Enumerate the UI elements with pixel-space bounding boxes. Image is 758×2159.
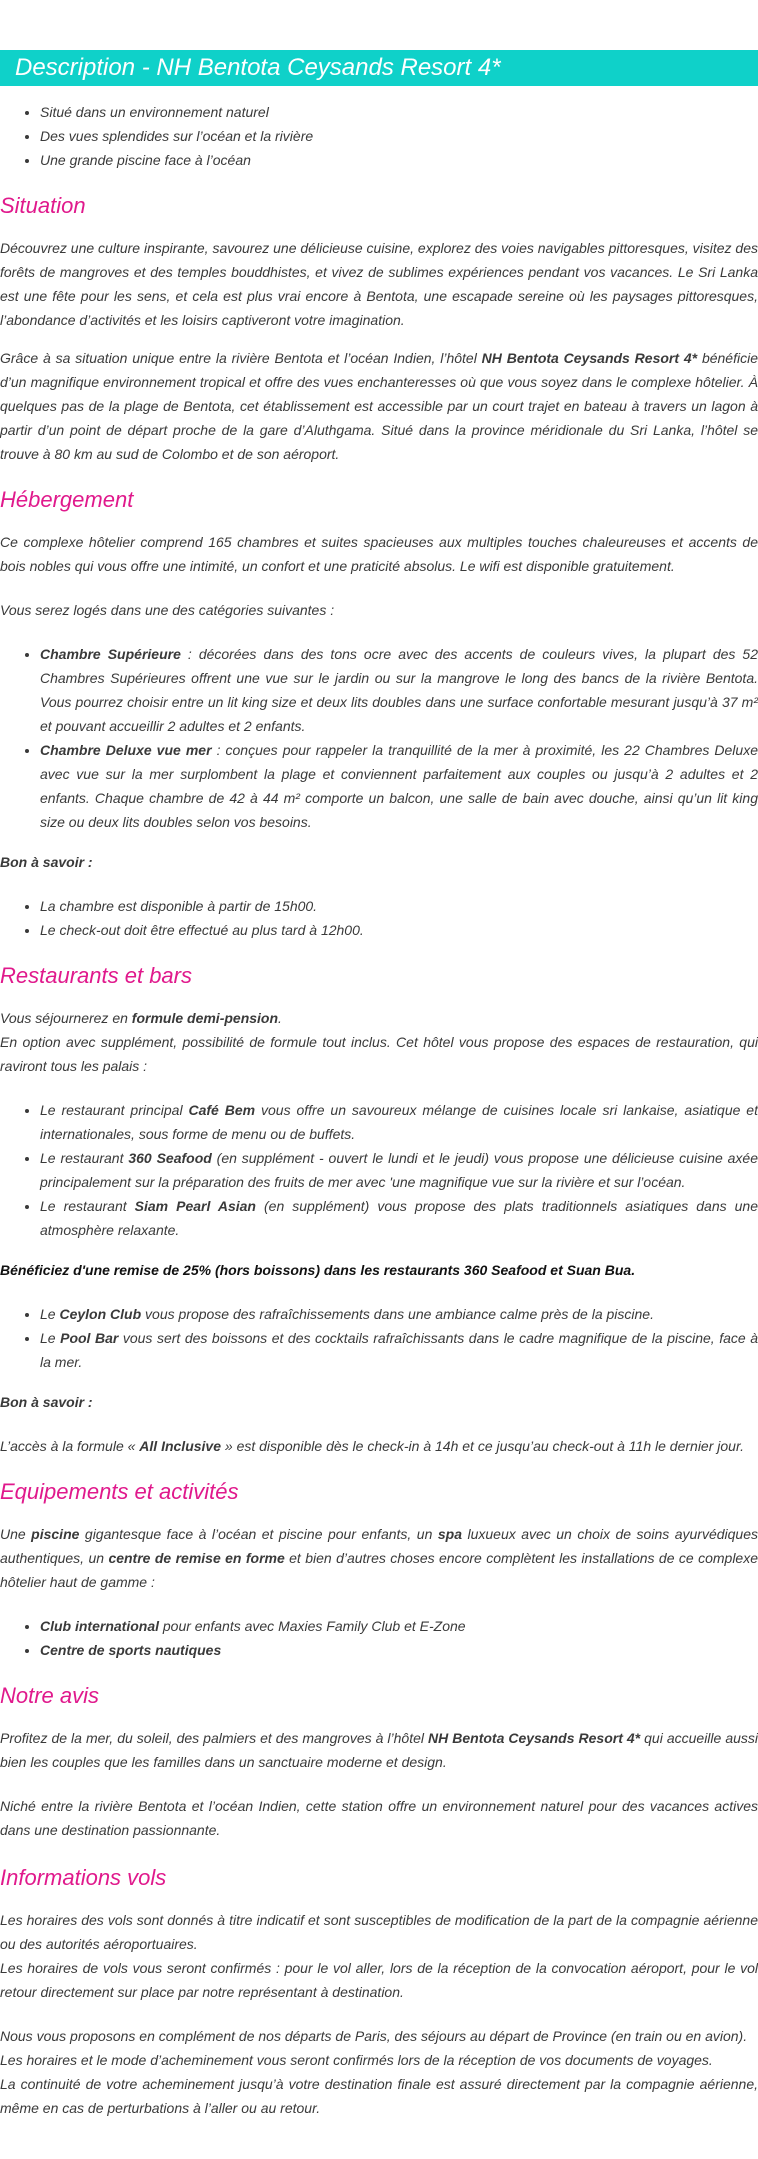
room-description: : conçues pour rappeler la tranquillité de la mer à proximité, les 22 Chambres Deluxe avec vue sur la mer surplombent la plage et conviennent parfaitement aux couples ou jusqu’à 2 adultes et 2 enfants. Chaque chambre de 42 à 44 m² comporte un balcon, une salle de bain avec douche, ainsi qu’un lit king size ou deux lits doubles selon vos besoins. [40, 742, 758, 830]
restaurants-heading: Restaurants et bars [0, 963, 192, 988]
equipements-list [0, 1614, 758, 1662]
text: La continuité de votre acheminement jusqu’à votre destination finale est assuré directement par la compagnie aérienne, même en cas de perturbations à l’aller ou au retour. [0, 2076, 758, 2116]
avis-paragraph [0, 1726, 758, 1774]
description-content [0, 100, 758, 2134]
text: L’accès à la formule « [0, 1438, 140, 1454]
highlights-list [0, 100, 758, 172]
text: Les horaires de vols vous seront confirmés : pour le vol aller, lors de la réception de la convocation aéroport, pour le vol retour directement sur place par notre représentant à destination. [0, 1960, 758, 2000]
situation-heading: Situation [0, 193, 86, 218]
text: Le restaurant [40, 1198, 135, 1214]
text: luxueux avec un choix de soins ayurvédiques authentiques, un [0, 1526, 758, 1566]
hotel-name: NH Bentota Ceysands Resort 4* [481, 350, 698, 366]
text: (en supplément) vous propose des plats traditionnels asiatiques dans une atmosphère relaxante. [40, 1198, 758, 1238]
bon-a-savoir-label [0, 1390, 758, 1414]
bon-a-savoir-text: Bon à savoir : [0, 1394, 93, 1410]
facility-name: spa [437, 1526, 462, 1542]
text: vous propose des rafraîchissements dans une ambiance calme près de la piscine. [141, 1306, 654, 1322]
bon-a-savoir-text: Bon à savoir : [0, 854, 93, 870]
hotel-name: NH Bentota Ceysands Resort 4* [428, 1730, 641, 1746]
bon-a-savoir-label [0, 850, 758, 874]
facility-item [40, 1614, 758, 1638]
facility-name: Club international [40, 1618, 159, 1634]
highlight-item: • Des vues splendides sur l’océan et la rivière [40, 124, 758, 148]
text: Vous séjournerez en [0, 1010, 132, 1026]
text: Le restaurant principal [40, 1102, 189, 1118]
text: Le [40, 1330, 61, 1346]
text: pour enfants avec Maxies Family Club et E-Zone [159, 1618, 466, 1634]
restaurant-item [40, 1098, 758, 1146]
text: Les horaires et le mode d’acheminement vous seront confirmés lors de la réception de vos documents de voyages. [0, 2052, 713, 2068]
bar-item [40, 1302, 758, 1326]
avis-heading: Notre avis [0, 1683, 100, 1708]
text: bénéficie d’un magnifique environnement tropical et offre des vues enchanteresses où que vous soyez dans le complexe hôtelier. À quelques pas de la plage de Bentota, cet établissement est accessible par un court trajet en bateau à travers un lagon à partir d’un point de départ proche de la gare d’Aluthgama. Situé dans la province méridionale du Sri Lanka, l’hôtel se trouve à 80 km au sud de Colombo et de son aéroport. [0, 350, 758, 462]
facility-item [40, 1638, 758, 1662]
facility-name: piscine [31, 1526, 80, 1542]
facility-name: Centre de sports nautiques [40, 1642, 222, 1658]
equipements-paragraph [0, 1522, 758, 1594]
vols-paragraph [0, 2024, 758, 2120]
text: Grâce à sa situation unique entre la rivière Bentota et l’océan Indien, l’hôtel [0, 350, 482, 366]
highlight-item: • Situé dans un environnement naturel [40, 100, 758, 124]
page-title: Description - NH Bentota Ceysands Resort 4* [0, 50, 758, 86]
highlight-item: • Une grande piscine face à l’océan [40, 148, 758, 172]
note-item: • Le check-out doit être effectué au plus tard à 12h00. [40, 918, 758, 942]
room-item [40, 738, 758, 834]
text: Une [0, 1526, 32, 1542]
room-description: : décorées dans des tons ocre avec des accents de couleurs vives, la plupart des 52 Chambres Supérieures offrent une vue sur le jardin ou sur la mangrove le long des bancs de la rivière Bentota. Vous pourrez choisir entre un lit king size et deux lits doubles dans une surface confortable mesurant jusqu’à 37 m² et pouvant accueillir 2 adultes et 2 enfants. [40, 646, 758, 734]
vols-heading: Informations vols [0, 1865, 167, 1890]
restaurants-list [0, 1098, 758, 1242]
text: . [278, 1010, 282, 1026]
rooms-list [0, 642, 758, 834]
restaurant-name: Siam Pearl Asian [134, 1198, 256, 1214]
restaurant-item [40, 1146, 758, 1194]
all-inclusive-paragraph [0, 1434, 758, 1458]
bars-list [0, 1302, 758, 1374]
formula-name: All Inclusive [139, 1438, 221, 1454]
text: Le [40, 1306, 60, 1322]
equipements-heading: Equipements et activités [0, 1479, 239, 1504]
promo-text [0, 1258, 758, 1282]
avis-paragraph: Niché entre la rivière Bentota et l’océan Indien, cette station offre un environnement naturel pour des vacances actives dans une destination passionnante. [0, 1798, 758, 1838]
text: (en supplément - ouvert le lundi et le jeudi) vous propose une délicieuse cuisine axée principalement sur la préparation des fruits de mer avec 'une magnifique vue sur la rivière et sur l’océan. [40, 1150, 758, 1190]
facility-name: centre de remise en forme [108, 1550, 285, 1566]
text: En option avec supplément, possibilité de formule tout inclus. Cet hôtel vous propose des espaces de restauration, qui raviront tous les palais : [0, 1034, 758, 1074]
hebergement-paragraph: Vous serez logés dans une des catégories suivantes : [0, 602, 335, 618]
text: Les horaires des vols sont donnés à titre indicatif et sont susceptibles de modification de la part de la compagnie aérienne ou des autorités aéroportuaires. [0, 1912, 758, 1952]
bar-item [40, 1326, 758, 1374]
text: » est disponible dès le check-in à 14h et ce jusqu’au check-out à 11h le dernier jour. [221, 1438, 744, 1454]
text: qui accueille aussi bien les couples que les familles dans un sanctuaire moderne et design. [0, 1730, 758, 1770]
restaurant-item [40, 1194, 758, 1242]
bar-name: Ceylon Club [59, 1306, 142, 1322]
restaurants-paragraph [0, 1006, 758, 1078]
room-item [40, 642, 758, 738]
notes-list [0, 894, 758, 942]
room-name: Chambre Supérieure [40, 646, 181, 662]
hebergement-paragraph: Ce complexe hôtelier comprend 165 chambres et suites spacieuses aux multiples touches chaleureuses et accents de bois nobles qui vous offre une intimité, un confort et une praticité absolus. Le wifi est disponible gratuitement. [0, 534, 758, 574]
promo-bold: Bénéficiez d'une remise de 25% (hors boissons) dans les restaurants 360 Seafood et Suan Bua. [0, 1262, 636, 1278]
situation-paragraph [0, 346, 758, 466]
text: et bien d’autres choses encore complètent les installations de ce complexe hôtelier haut de gamme : [0, 1550, 758, 1590]
bar-name: Pool Bar [60, 1330, 119, 1346]
note-item: • La chambre est disponible à partir de 15h00. [40, 894, 758, 918]
vols-paragraph [0, 1908, 758, 2004]
text: gigantesque face à l’océan et piscine pour enfants, un [79, 1526, 438, 1542]
restaurant-name: Café Bem [188, 1102, 256, 1118]
situation-paragraph: Découvrez une culture inspirante, savourez une délicieuse cuisine, explorez des voies navigables pittoresques, visitez des forêts de mangroves et des temples bouddhistes, et vivez de sublimes expériences pendant vos vacances. Le Sri Lanka est une fête pour les sens, et cela est plus vrai encore à Bentota, une escapade sereine où les paysages pittoresques, l’abondance d’activités et les loisirs captiveront votre imagination. [0, 240, 758, 328]
text: vous sert des boissons et des cocktails rafraîchissants dans le cadre magnifique de la piscine, face à la mer. [40, 1330, 758, 1370]
text: Nous vous proposons en complément de nos départs de Paris, des séjours au départ de Province (en train ou en avion). [0, 2028, 748, 2044]
restaurant-name: 360 Seafood [128, 1150, 212, 1166]
room-name: Chambre Deluxe vue mer [40, 742, 212, 758]
text: Profitez de la mer, du soleil, des palmiers et des mangroves à l’hôtel [0, 1730, 429, 1746]
text: vous offre un savoureux mélange de cuisines locale sri lankaise, asiatique et internationales, sous forme de menu ou de buffets. [40, 1102, 758, 1142]
formula-name: formule demi-pension [131, 1010, 279, 1026]
hebergement-heading: Hébergement [0, 487, 134, 512]
text: Le restaurant [40, 1150, 129, 1166]
